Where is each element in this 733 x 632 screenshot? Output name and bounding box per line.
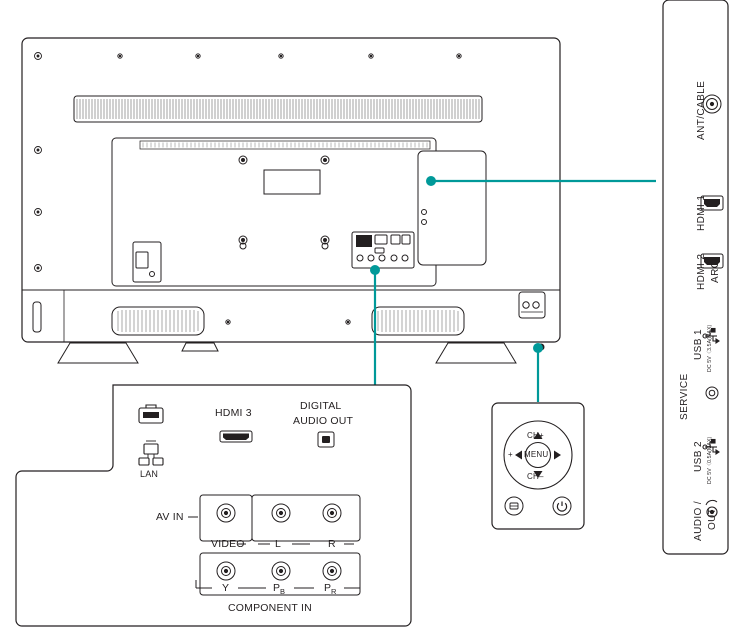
side-label-usb-2: USB 2 <box>693 441 704 472</box>
pb-label: P <box>273 582 281 594</box>
ac-power-inlet <box>519 292 545 318</box>
pr-label: P <box>324 582 332 594</box>
side-label-usb-1: USB 1 <box>693 329 704 360</box>
vent-grille-top <box>74 96 482 122</box>
r-channel-label: R <box>328 538 336 550</box>
speaker-grille-right <box>372 307 464 335</box>
digital-audio-out-port <box>318 432 334 447</box>
side-sub-usb-2: DC 5V〈0.5A(MAX) <box>707 436 713 484</box>
side-label-hdmi-2: HDMI 2 <box>696 253 707 290</box>
pr-sub-label: R <box>331 587 337 596</box>
hdmi-3-port <box>220 431 252 442</box>
side-slot <box>33 302 41 332</box>
ch-up-label: CH+ <box>527 431 544 440</box>
speaker-grille-left <box>112 307 204 335</box>
side-label-service: SERVICE <box>679 373 690 420</box>
y-label: Y <box>222 582 230 594</box>
video-label: VIDEO <box>211 538 245 550</box>
side-label-audio-out: AUDIO / <box>693 500 704 541</box>
digital-audio-out-label-2: AUDIO OUT <box>293 415 354 427</box>
lan-label: LAN <box>140 469 159 479</box>
cable-clip-panel <box>133 242 161 282</box>
av-in-label: AV IN <box>156 511 184 523</box>
vent-grille-inner <box>140 141 430 149</box>
label-plate <box>264 170 320 194</box>
side-sub-usb-1: DC 5V〈3.5A(MAX) <box>707 324 713 372</box>
menu-label: MENU <box>524 450 549 459</box>
side-label-arc: ARC <box>710 260 721 283</box>
side-label-hdmi-1: HDMI 1 <box>696 194 707 231</box>
component-in-label: COMPONENT IN <box>228 602 312 614</box>
pb-sub-label: B <box>280 587 286 596</box>
tv-bottom-port-cluster <box>352 232 414 268</box>
l-channel-label: L <box>275 538 282 550</box>
vol-up-label: + <box>508 450 513 459</box>
tv-stand-feet <box>58 343 516 363</box>
ch-down-label: CH– <box>527 472 544 481</box>
service-port <box>706 387 718 399</box>
hdmi-3-label: HDMI 3 <box>215 407 252 419</box>
side-sub-audio-out: OUT <box>707 507 718 530</box>
digital-audio-out-label-1: DIGITAL <box>300 400 342 412</box>
side-label-ant-cable: ANT/CABLE <box>696 80 707 140</box>
